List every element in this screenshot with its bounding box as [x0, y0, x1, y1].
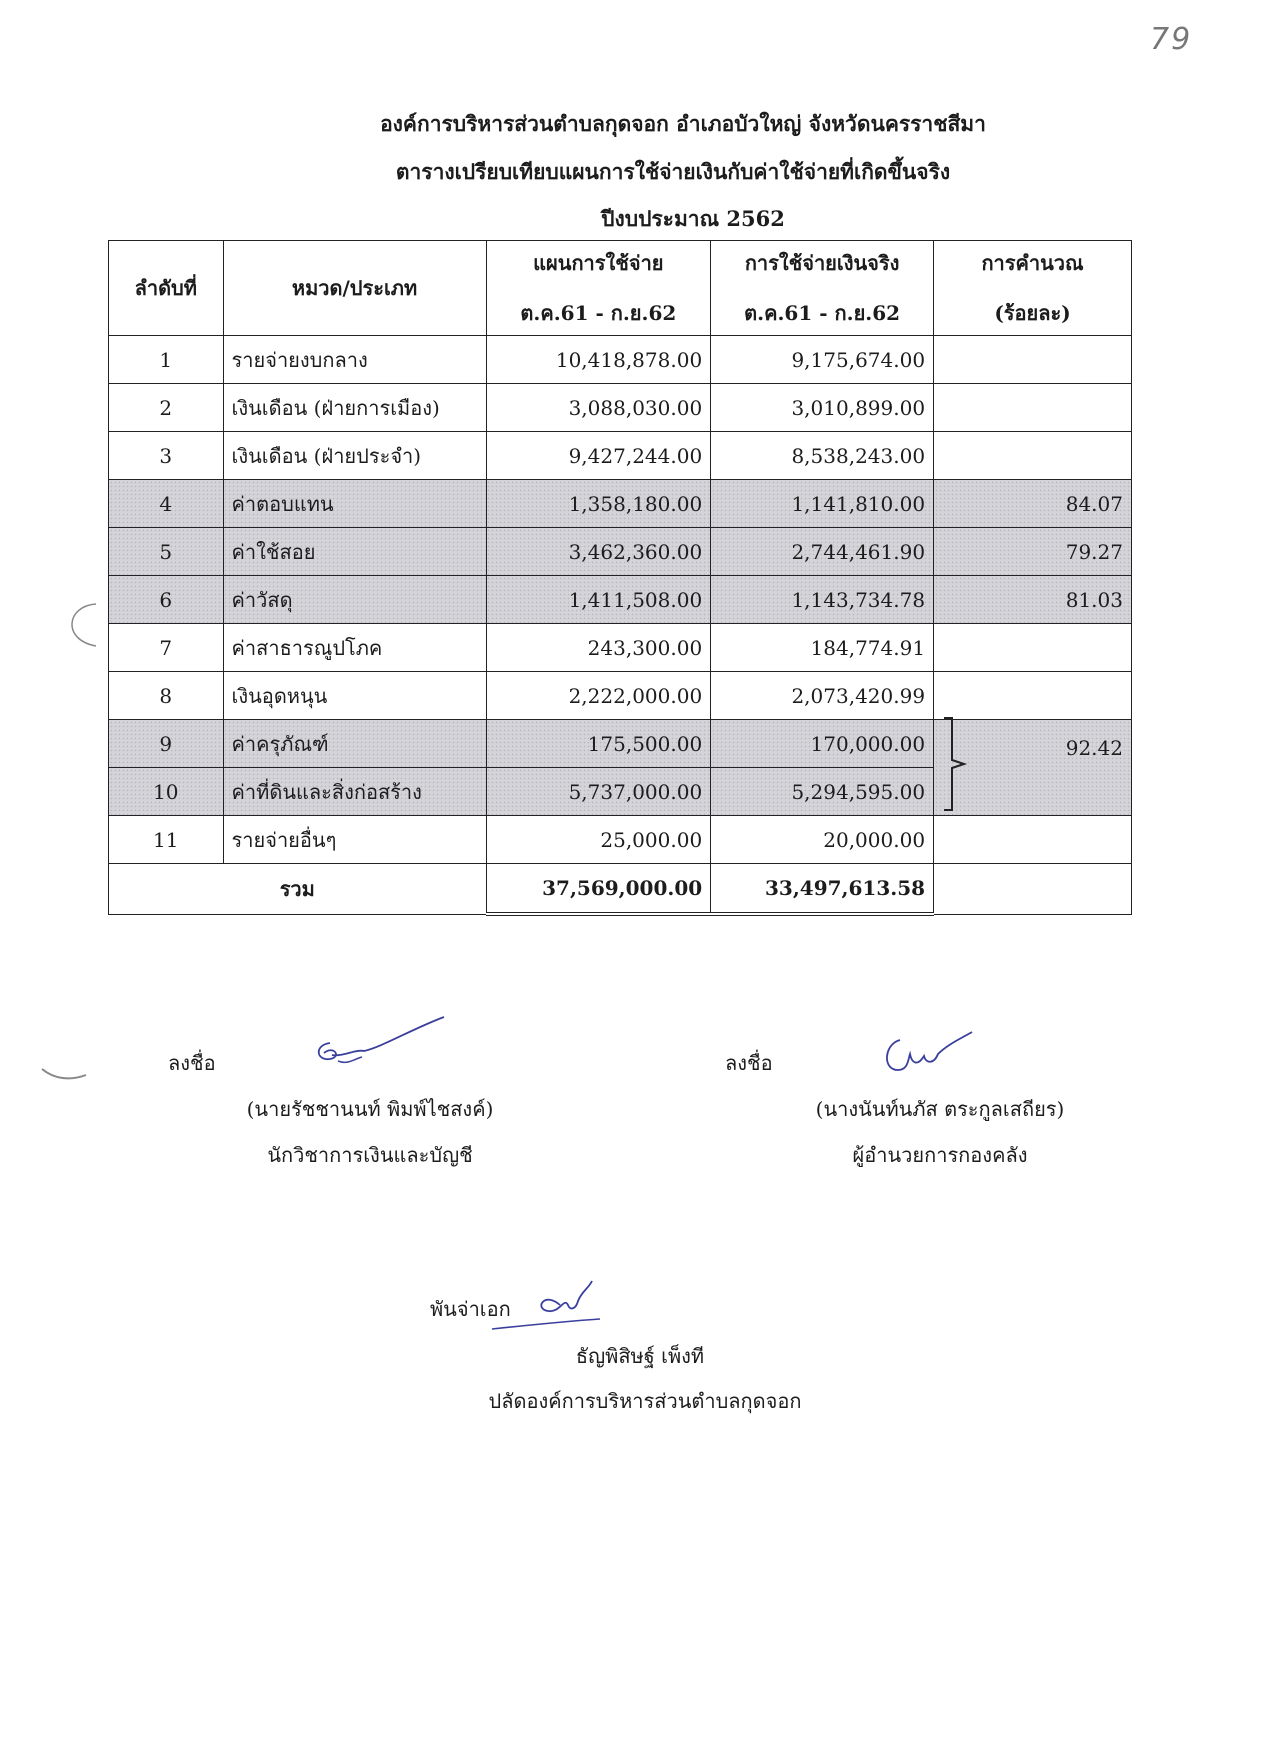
row-actual: 3,010,899.00 [711, 384, 934, 432]
row-category: เงินเดือน (ฝ่ายประจำ) [223, 432, 486, 480]
right-sign-label: ลงชื่อ [725, 1051, 773, 1075]
header-plan [486, 241, 711, 336]
row-number: 1 [109, 336, 224, 384]
row-percent [934, 672, 1132, 720]
table-row [109, 720, 1132, 768]
row-percent: 81.03 [934, 576, 1132, 624]
row-actual: 184,774.91 [711, 624, 934, 672]
row-actual: 2,744,461.90 [711, 528, 934, 576]
header-no: ลำดับที่ [109, 241, 224, 336]
right-signature-image [878, 1030, 978, 1080]
row-plan: 10,418,878.00 [486, 336, 711, 384]
row-number: 11 [109, 816, 224, 864]
row-percent [934, 816, 1132, 864]
total-row [109, 864, 1132, 915]
bracket-icon [942, 714, 972, 814]
row-number: 8 [109, 672, 224, 720]
organization-title: องค์การบริหารส่วนตำบลกุดจอก อำเภอบัวใหญ่ จังหวัดนครราชสีมา [380, 111, 986, 136]
bottom-signature-image [490, 1275, 630, 1335]
row-number: 7 [109, 624, 224, 672]
row-category: ค่าสาธารณูปโภค [223, 624, 486, 672]
table-row [109, 336, 1132, 384]
table-row [109, 432, 1132, 480]
table-row [109, 672, 1132, 720]
row-number: 4 [109, 480, 224, 528]
left-signer-position: นักวิชาการเงินและบัญชี [267, 1143, 473, 1167]
row-plan: 25,000.00 [486, 816, 711, 864]
header-calc [934, 241, 1132, 336]
table-row [109, 528, 1132, 576]
bottom-signer-position: ปลัดองค์การบริหารส่วนตำบลกุดจอก [488, 1389, 802, 1413]
row-percent [934, 336, 1132, 384]
page-number: 79 [1150, 22, 1193, 57]
right-signer-position: ผู้อำนวยการกองคลัง [852, 1143, 1028, 1167]
document-title: ตารางเปรียบเทียบแผนการใช้จ่ายเงินกับค่าใช้จ่ายที่เกิดขึ้นจริง [395, 159, 951, 184]
row-plan: 3,462,360.00 [486, 528, 711, 576]
row-category: ค่าที่ดินและสิ่งก่อสร้าง [223, 768, 486, 816]
row-percent: 79.27 [934, 528, 1132, 576]
right-signer-name: (นางนันท์นภัส ตระกูลเสถียร) [815, 1097, 1065, 1121]
budget-comparison-table [108, 240, 1132, 916]
row-actual: 5,294,595.00 [711, 768, 934, 816]
row-category: ค่าใช้สอย [223, 528, 486, 576]
row-actual: 8,538,243.00 [711, 432, 934, 480]
row-plan: 3,088,030.00 [486, 384, 711, 432]
row-percent [934, 384, 1132, 432]
row-plan: 243,300.00 [486, 624, 711, 672]
row-plan: 175,500.00 [486, 720, 711, 768]
row-number: 9 [109, 720, 224, 768]
row-actual: 1,141,810.00 [711, 480, 934, 528]
staple-mark [40, 1065, 90, 1085]
row-percent [934, 432, 1132, 480]
header-actual [711, 241, 934, 336]
row-actual: 9,175,674.00 [711, 336, 934, 384]
row-category: เงินเดือน (ฝ่ายการเมือง) [223, 384, 486, 432]
row-category: ค่าวัสดุ [223, 576, 486, 624]
row-plan: 5,737,000.00 [486, 768, 711, 816]
row-category: รายจ่ายอื่นๆ [223, 816, 486, 864]
row-category: เงินอุดหนุน [223, 672, 486, 720]
total-actual: 33,497,613.58 [711, 864, 934, 915]
table-header-row [109, 241, 1132, 336]
header-actual-label: การใช้จ่ายเงินจริง [744, 251, 900, 275]
row-category: รายจ่ายงบกลาง [223, 336, 486, 384]
row-number: 5 [109, 528, 224, 576]
row-number: 3 [109, 432, 224, 480]
row-plan: 9,427,244.00 [486, 432, 711, 480]
punch-hole-mark [58, 600, 98, 650]
header-actual-period: ต.ค.61 - ก.ย.62 [744, 301, 901, 325]
row-plan: 2,222,000.00 [486, 672, 711, 720]
row-percent: 84.07 [934, 480, 1132, 528]
bottom-rank-label: พันจ่าเอก [430, 1297, 511, 1321]
row-actual: 2,073,420.99 [711, 672, 934, 720]
total-plan: 37,569,000.00 [486, 864, 711, 915]
table-row [109, 384, 1132, 432]
row-plan: 1,358,180.00 [486, 480, 711, 528]
header-calc-label: การคำนวณ [981, 251, 1084, 275]
row-category: ค่าครุภัณฑ์ [223, 720, 486, 768]
left-signer-name: (นายรัชชานนท์ พิมพ์ไชสงค์) [246, 1097, 494, 1121]
row-percent [934, 624, 1132, 672]
row-percent-merged [934, 720, 1132, 816]
table-row [109, 624, 1132, 672]
table-row [109, 480, 1132, 528]
left-signature-image [312, 1015, 447, 1075]
row-category: ค่าตอบแทน [223, 480, 486, 528]
row-number: 10 [109, 768, 224, 816]
bottom-signer-name: ธัญพิสิษฐ์ เพ็งที [575, 1344, 705, 1368]
total-percent [934, 864, 1132, 915]
fiscal-year: ปีงบประมาณ 2562 [601, 206, 785, 231]
row-number: 2 [109, 384, 224, 432]
header-category: หมวด/ประเภท [223, 241, 486, 336]
table-row [109, 816, 1132, 864]
row-actual: 20,000.00 [711, 816, 934, 864]
total-label: รวม [109, 864, 487, 915]
left-sign-label: ลงชื่อ [168, 1051, 216, 1075]
row-number: 6 [109, 576, 224, 624]
row-actual: 1,143,734.78 [711, 576, 934, 624]
header-plan-label: แผนการใช้จ่าย [533, 251, 664, 275]
row-actual: 170,000.00 [711, 720, 934, 768]
row-plan: 1,411,508.00 [486, 576, 711, 624]
row-percent: 92.42 [1065, 735, 1123, 760]
header-plan-period: ต.ค.61 - ก.ย.62 [520, 301, 677, 325]
table-row [109, 576, 1132, 624]
header-calc-unit: (ร้อยละ) [994, 301, 1071, 325]
